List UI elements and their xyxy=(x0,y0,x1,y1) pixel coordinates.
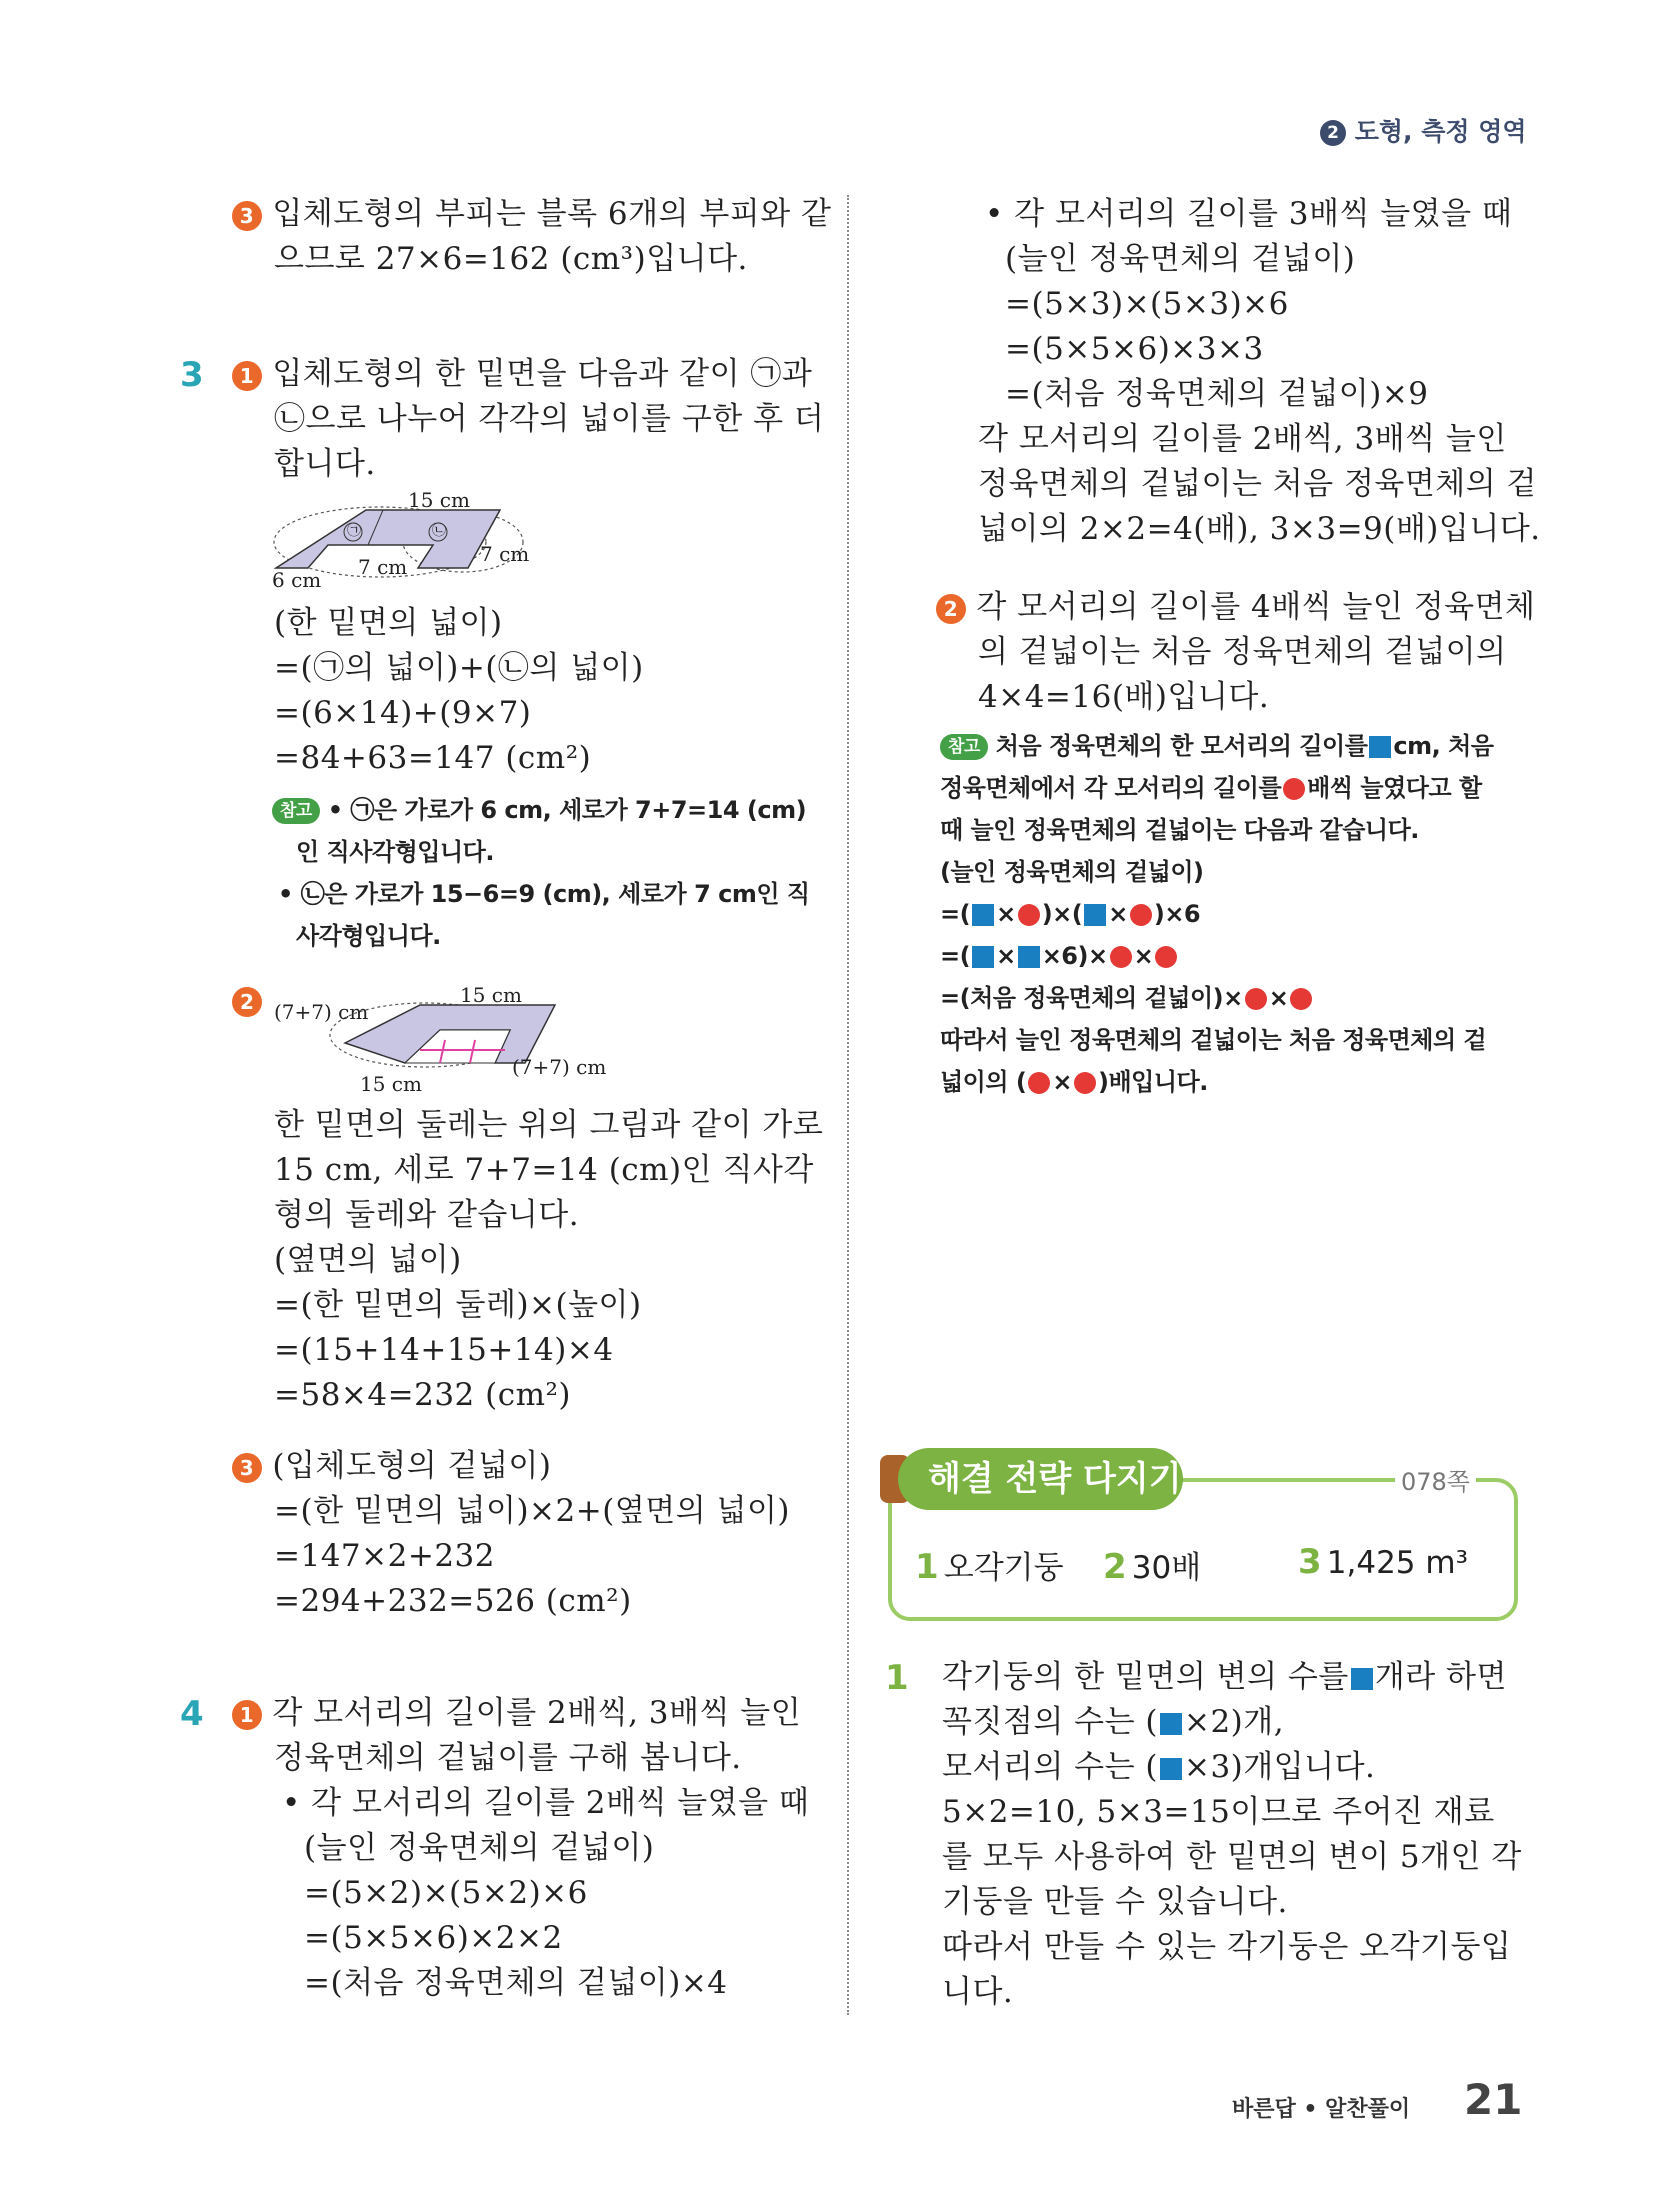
p3s1-line1: 1 입체도형의 한 밑면을 다음과 같이 ㉠과 xyxy=(232,352,812,396)
calc2-5: =(15+14+15+14)×4 xyxy=(274,1332,614,1368)
square-symbol xyxy=(1084,904,1106,926)
strategy-title: 해결 전략 다지기 xyxy=(898,1448,1183,1510)
cont-3: =(5×5×6)×3×3 xyxy=(1005,331,1264,367)
cont-7: 넓이의 2×2=4(배), 3×3=9(배)입니다. xyxy=(978,511,1541,547)
square-symbol xyxy=(1369,736,1391,758)
p3s3-line3: =294+232=526 (cm²) xyxy=(274,1583,632,1619)
strategy-page-ref: 078쪽 xyxy=(1395,1462,1476,1497)
step-badge: 3 xyxy=(232,201,262,231)
sol1-rest-2: 기둥을 만들 수 있습니다. xyxy=(942,1884,1288,1920)
step-badge: 3 xyxy=(232,1453,262,1483)
note2-line1: 참고 처음 정육면체의 한 모서리의 길이를 cm, 처음 xyxy=(940,729,1493,763)
circle-symbol xyxy=(1028,1072,1050,1094)
fig1-top-label: 15 cm xyxy=(408,488,470,512)
r-s2-line1: 의 겉넓이는 처음 정육면체의 겉넓이의 xyxy=(978,634,1507,670)
note2-line3: 때 늘인 정육면체의 겉넓이는 다음과 같습니다. xyxy=(940,816,1419,844)
step-badge: 2 xyxy=(232,987,262,1017)
square-symbol xyxy=(1160,1713,1182,1735)
step-badge: 1 xyxy=(232,1700,262,1730)
p3c3-line1: 3 입체도형의 부피는 블록 6개의 부피와 같 xyxy=(232,192,832,236)
square-symbol xyxy=(972,946,994,968)
p4s1-line2: • 각 모서리의 길이를 2배씩 늘였을 때 xyxy=(282,1785,810,1821)
fig2-left-label: (7+7) cm xyxy=(274,1000,369,1024)
sol1-rest-0: 5×2=10, 5×3=15이므로 주어진 재료 xyxy=(942,1794,1495,1830)
p3s3-line2: =147×2+232 xyxy=(274,1538,495,1574)
calc1-2: =(6×14)+(9×7) xyxy=(274,695,532,731)
note1-line3: • ㉡은 가로가 15−6=9 (cm), 세로가 7 cm인 직 xyxy=(278,880,810,908)
note2-line6: =( × ×6)× × xyxy=(940,939,1179,973)
answer-1: 1 오각기둥 xyxy=(915,1547,1064,1587)
cont-1: (늘인 정육면체의 겉넓이) xyxy=(1005,241,1356,277)
circle-symbol xyxy=(1290,988,1312,1010)
sol1-rest-1: 를 모두 사용하여 한 밑면의 변이 5개인 각 xyxy=(942,1839,1522,1875)
step-badge: 2 xyxy=(936,594,966,624)
square-symbol xyxy=(1351,1668,1373,1690)
calc2-6: =58×4=232 (cm²) xyxy=(274,1377,571,1413)
section-title: 도형, 측정 영역 xyxy=(1354,117,1527,146)
fig1-region-a: ㉠ xyxy=(347,523,361,539)
circle-symbol xyxy=(1074,1072,1096,1094)
fig1-mid-label: 7 cm xyxy=(358,555,408,579)
cont-4: =(처음 정육면체의 겉넓이)×9 xyxy=(1005,376,1429,412)
calc2-0: 한 밑면의 둘레는 위의 그림과 같이 가로 xyxy=(274,1107,824,1143)
p4s1-line5: =(5×5×6)×2×2 xyxy=(304,1920,563,1956)
cont-6: 정육면체의 겉넓이는 처음 정육면체의 겉 xyxy=(978,466,1537,502)
calc1-0: (한 밑면의 넓이) xyxy=(274,605,503,641)
r-s2-line2: 4×4=16(배)입니다. xyxy=(978,679,1270,715)
fig1-region-b: ㉡ xyxy=(432,523,446,539)
circle-symbol xyxy=(1155,946,1177,968)
problem-number-4: 4 xyxy=(180,1694,204,1734)
square-symbol xyxy=(1160,1758,1182,1780)
solution-number-1: 1 xyxy=(885,1658,909,1698)
fig1-left-label: 6 cm xyxy=(272,568,322,592)
note2-line4: (늘인 정육면체의 겉넓이) xyxy=(940,858,1204,886)
note2-line5: =( × )×( × )×6 xyxy=(940,900,1201,928)
note-tag: 참고 xyxy=(272,798,320,824)
p4s1-line1: 정육면체의 겉넓이를 구해 봅니다. xyxy=(274,1740,742,1776)
r-s2-line0: 2 각 모서리의 길이를 4배씩 늘인 정육면체 xyxy=(936,585,1536,629)
step-badge: 1 xyxy=(232,361,262,391)
square-symbol xyxy=(972,904,994,926)
sol1-line3: 모서리의 수는 ( ×3)개입니다. xyxy=(942,1749,1376,1785)
square-symbol xyxy=(1018,946,1040,968)
sol1-line1: 각기둥의 한 밑면의 변의 수를 개라 하면 xyxy=(942,1659,1507,1695)
p3s1-line2: ㉡으로 나누어 각각의 넓이를 구한 후 더 xyxy=(274,401,825,437)
fig2-bottom-label: 15 cm xyxy=(360,1072,422,1096)
calc2-4: =(한 밑면의 둘레)×(높이) xyxy=(274,1287,642,1323)
note2-line2: 정육면체에서 각 모서리의 길이를 배씩 늘였다고 할 xyxy=(940,774,1482,802)
cont-5: 각 모서리의 길이를 2배씩, 3배씩 늘인 xyxy=(978,421,1507,457)
column-divider xyxy=(847,195,849,2015)
circle-symbol xyxy=(1245,988,1267,1010)
problem-number-3: 3 xyxy=(180,355,204,395)
p3c3-line2: 으므로 27×6=162 (cm³)입니다. xyxy=(274,241,748,277)
circle-symbol xyxy=(1283,778,1305,800)
p3s2-badge-wrap xyxy=(232,987,262,1017)
sol1-rest-4: 니다. xyxy=(942,1974,1014,2010)
note2-line7: =(처음 정육면체의 겉넓이)× × xyxy=(940,981,1314,1015)
note1-line1: 참고 • ㉠은 가로가 6 cm, 세로가 7+7=14 (cm) xyxy=(272,793,806,827)
calc2-3: (옆면의 넓이) xyxy=(274,1242,462,1278)
note1-line4: 사각형입니다. xyxy=(296,922,441,950)
sol1-line2: 꼭짓점의 수는 ( ×2)개, xyxy=(942,1704,1285,1740)
page-number: 21 xyxy=(1464,2075,1523,2124)
calc1-1: =(㉠의 넓이)+(㉡의 넓이) xyxy=(274,650,644,686)
p4s1-line4: =(5×2)×(5×2)×6 xyxy=(304,1875,588,1911)
p4s1-line0: 1 각 모서리의 길이를 2배씩, 3배씩 늘인 xyxy=(232,1691,801,1735)
note1-line2: 인 직사각형입니다. xyxy=(296,838,494,866)
cont-2: =(5×3)×(5×3)×6 xyxy=(1005,286,1289,322)
answer-2: 2 30배 xyxy=(1103,1547,1202,1587)
circle-symbol xyxy=(1018,904,1040,926)
section-header xyxy=(1320,112,1527,148)
p3s1-line3: 합니다. xyxy=(274,446,376,482)
fig1-right-label: 7 cm xyxy=(480,542,530,566)
cont-0: • 각 모서리의 길이를 3배씩 늘였을 때 xyxy=(985,196,1513,232)
note-tag: 참고 xyxy=(940,734,988,760)
p4s1-line6: =(처음 정육면체의 겉넓이)×4 xyxy=(304,1965,728,2001)
p3s3-line0: 3 (입체도형의 겉넓이) xyxy=(232,1444,551,1488)
circle-symbol xyxy=(1130,904,1152,926)
fig2-top-label: 15 cm xyxy=(460,983,522,1007)
section-badge: 2 xyxy=(1320,120,1346,146)
note2-line8: 따라서 늘인 정육면체의 겉넓이는 처음 정육면체의 겉 xyxy=(940,1026,1487,1054)
fig2-right-label: (7+7) cm xyxy=(512,1055,607,1079)
sol1-rest-3: 따라서 만들 수 있는 각기둥은 오각기둥입 xyxy=(942,1929,1512,1965)
circle-symbol xyxy=(1110,946,1132,968)
calc1-3: =84+63=147 (cm²) xyxy=(274,740,592,776)
calc2-1: 15 cm, 세로 7+7=14 (cm)인 직사각 xyxy=(274,1152,814,1188)
answer-3: 3 1,425 m³ xyxy=(1298,1542,1468,1582)
p4s1-line3: (늘인 정육면체의 겉넓이) xyxy=(304,1830,655,1866)
calc2-2: 형의 둘레와 같습니다. xyxy=(274,1197,580,1233)
p3s3-line1: =(한 밑면의 넓이)×2+(옆면의 넓이) xyxy=(274,1493,790,1529)
footer-label: 바른답 • 알찬풀이 xyxy=(1232,2097,1411,2122)
note2-line9: 넓이의 ( × )배입니다. xyxy=(940,1068,1208,1096)
